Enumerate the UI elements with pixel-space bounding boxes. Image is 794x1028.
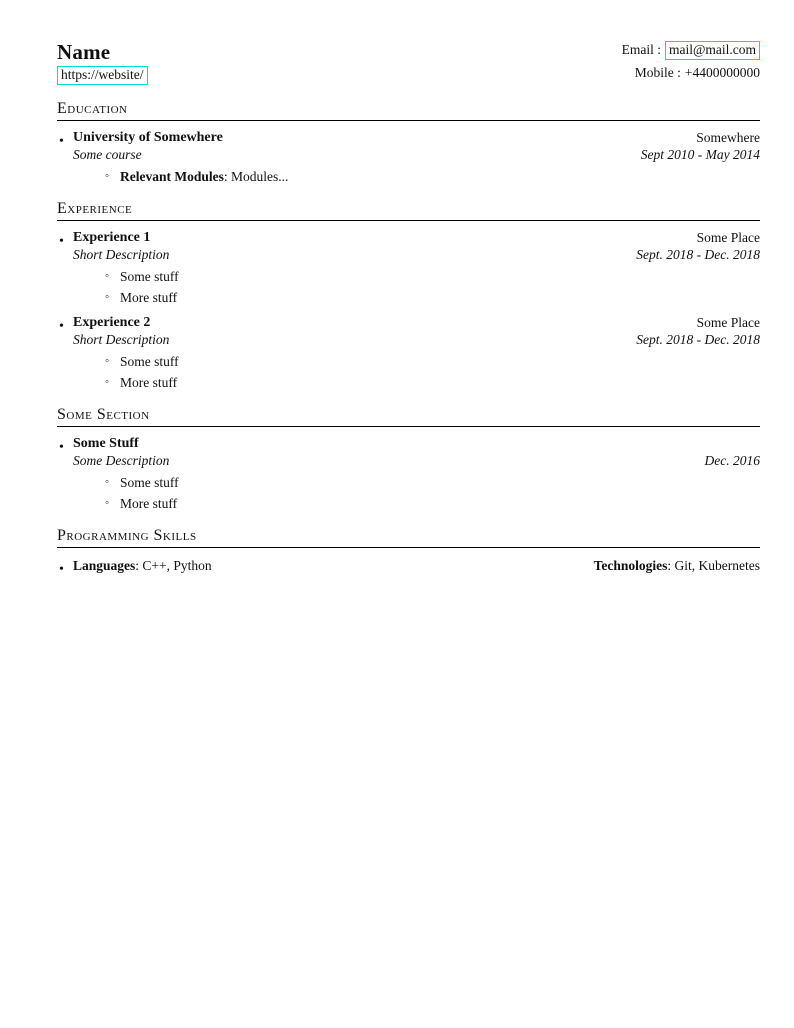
experience-entry-1 — [57, 229, 760, 306]
section-education — [57, 100, 760, 185]
section-title-education: Education — [57, 100, 760, 121]
entry-title: Some Stuff — [73, 436, 139, 451]
bullet-text: Some stuff — [120, 269, 179, 284]
header-contact — [622, 41, 760, 81]
list-item — [105, 495, 760, 512]
mobile-number: +4400000000 — [684, 65, 760, 80]
mobile-row — [622, 65, 760, 81]
circle-bullet-icon: ◦ — [105, 291, 110, 303]
bullet-text: More stuff — [120, 375, 178, 390]
entry-subtitle-row — [73, 246, 760, 263]
entry-title-row — [73, 229, 760, 246]
entry-title: Experience 1 — [73, 230, 151, 245]
skills-languages-value: : C++, Python — [135, 558, 212, 573]
entry-title: Experience 2 — [73, 315, 151, 330]
bullet-text: Some stuff — [120, 354, 179, 369]
entry-dates: Sept 2010 - May 2014 — [640, 147, 760, 162]
skills-languages-label: Languages — [73, 558, 136, 573]
circle-bullet-icon: ◦ — [105, 476, 110, 488]
education-entry — [57, 129, 760, 185]
bullet-icon: • — [59, 440, 64, 455]
mobile-label: Mobile : — [634, 65, 681, 80]
skills-languages — [73, 557, 212, 574]
list-item — [105, 168, 760, 185]
bullet-icon: • — [59, 319, 64, 334]
section-some-section — [57, 406, 760, 512]
skills-technologies — [594, 557, 760, 574]
circle-bullet-icon: ◦ — [105, 355, 110, 367]
person-name: Name — [57, 40, 111, 64]
entry-location: Some Place — [696, 315, 760, 330]
skills-technologies-value: : Git, Kubernetes — [667, 558, 760, 573]
entry-title: University of Somewhere — [73, 130, 223, 145]
some-section-entry — [57, 435, 760, 512]
entry-subtitle-row — [73, 331, 760, 348]
entry-bullet-list — [73, 353, 760, 391]
resume-page — [57, 0, 760, 577]
bullet-text: More stuff — [120, 496, 178, 511]
bullet-text: Some stuff — [120, 475, 179, 490]
list-item — [105, 268, 760, 285]
entry-location: Some Place — [696, 230, 760, 245]
entry-subtitle-row — [73, 452, 760, 469]
entry-dates: Sept. 2018 - Dec. 2018 — [636, 247, 760, 262]
email-row — [622, 41, 760, 60]
circle-bullet-icon: ◦ — [105, 170, 110, 182]
bullet-text: More stuff — [120, 290, 178, 305]
skills-row — [57, 557, 760, 577]
entry-subtitle-row — [73, 146, 760, 163]
circle-bullet-icon: ◦ — [105, 270, 110, 282]
entry-location: Somewhere — [696, 130, 760, 145]
entry-subtitle: Some Description — [73, 453, 170, 468]
skills-technologies-label: Technologies — [593, 558, 668, 573]
list-item — [105, 289, 760, 306]
list-item — [105, 474, 760, 491]
entry-dates: Sept. 2018 - Dec. 2018 — [636, 332, 760, 347]
circle-bullet-icon: ◦ — [105, 376, 110, 388]
bullet-icon: • — [59, 562, 64, 577]
bullet-bold-text: Relevant Modules — [120, 169, 224, 184]
entry-subtitle: Short Description — [73, 332, 170, 347]
header — [57, 41, 760, 85]
bullet-rest-text: : Modules... — [223, 169, 289, 184]
email-link[interactable]: mail@mail.com — [665, 41, 760, 60]
entry-dates: Dec. 2016 — [704, 453, 760, 468]
entry-title-row — [73, 435, 760, 452]
entry-title-row — [73, 129, 760, 146]
website-link[interactable]: https://website/ — [57, 66, 148, 85]
entry-bullet-list — [73, 168, 760, 185]
header-left — [57, 41, 148, 85]
circle-bullet-icon: ◦ — [105, 497, 110, 509]
entry-bullet-list — [73, 474, 760, 512]
section-title-programming-skills: Programming Skills — [57, 527, 760, 548]
section-programming-skills — [57, 527, 760, 577]
bullet-icon: • — [59, 234, 64, 249]
section-experience — [57, 200, 760, 391]
entry-subtitle: Some course — [73, 147, 142, 162]
list-item — [105, 374, 760, 391]
email-label: Email : — [621, 42, 661, 57]
section-title-experience: Experience — [57, 200, 760, 221]
experience-entry-2 — [57, 314, 760, 391]
list-item — [105, 353, 760, 370]
bullet-icon: • — [59, 134, 64, 149]
entry-bullet-list — [73, 268, 760, 306]
entry-title-row — [73, 314, 760, 331]
section-title-some-section: Some Section — [57, 406, 760, 427]
entry-subtitle: Short Description — [73, 247, 170, 262]
